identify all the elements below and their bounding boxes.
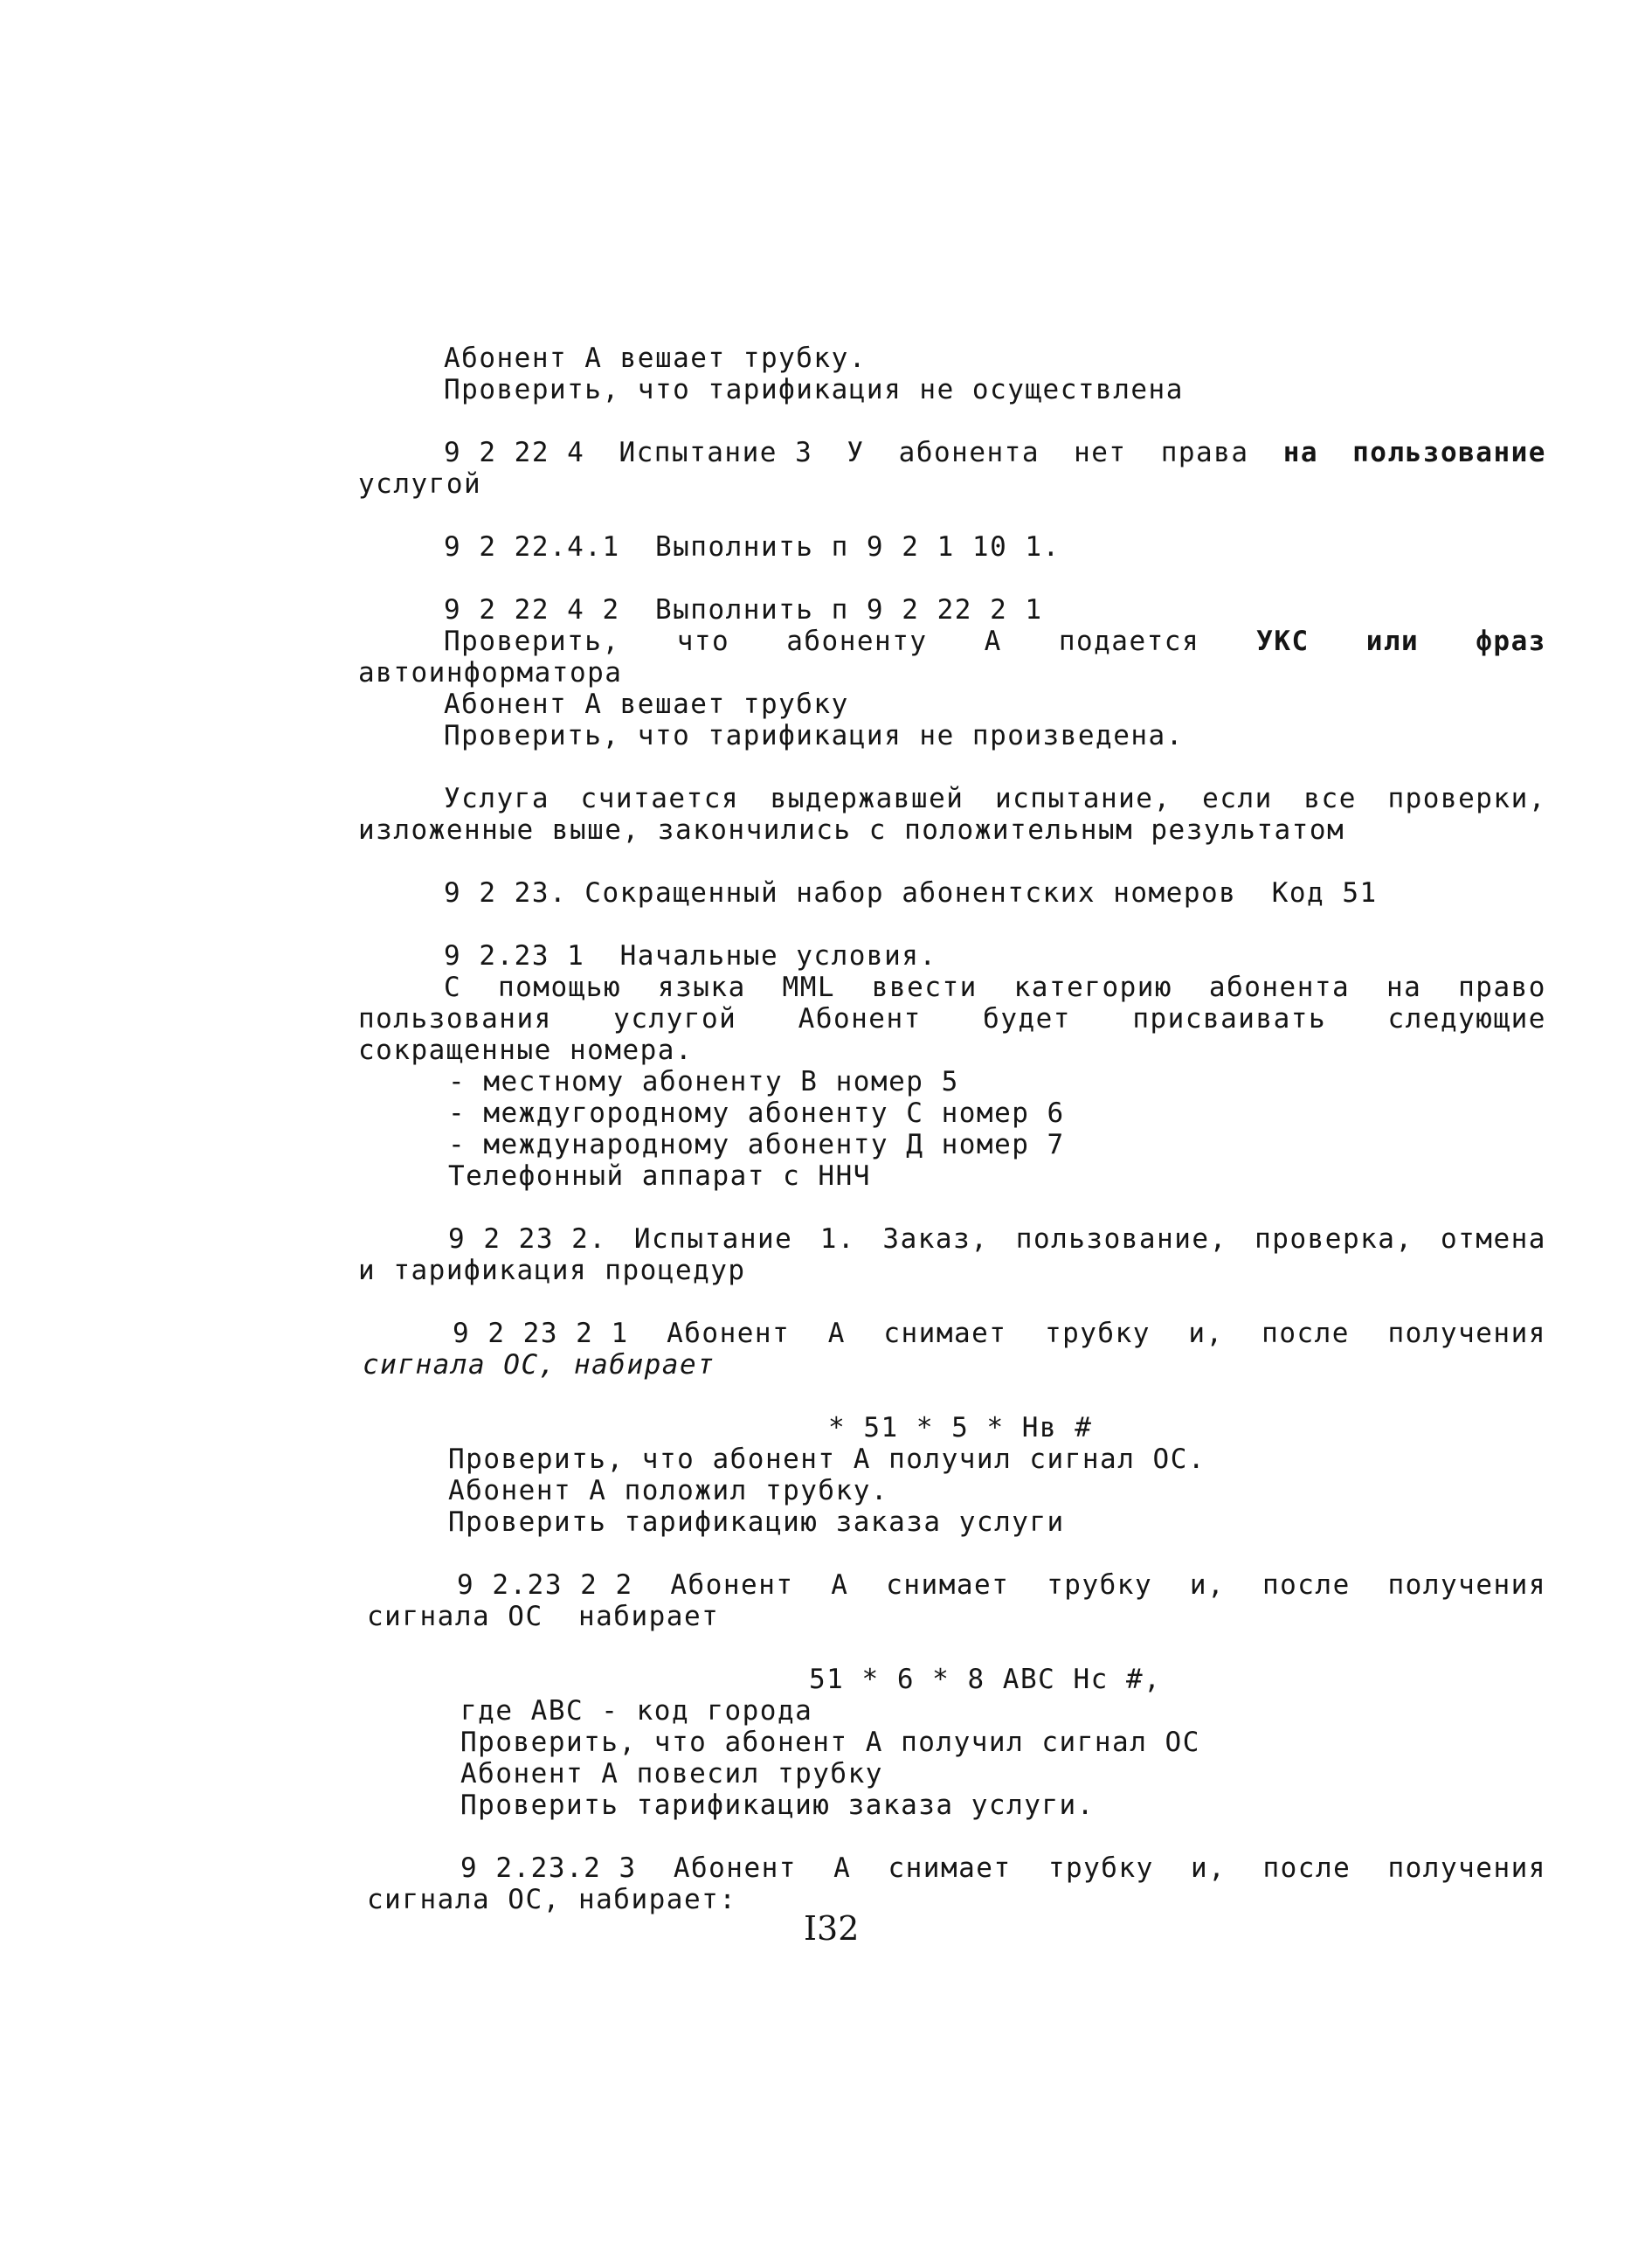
- word: что: [676, 626, 730, 657]
- word: 9 2.23 2 2: [457, 1569, 633, 1601]
- word: после: [1262, 1852, 1351, 1884]
- text-line: Проверить, что тарификация не произведена.: [444, 720, 1184, 751]
- word: пользования: [358, 1003, 552, 1035]
- word: присваивать: [1132, 1003, 1327, 1035]
- word: услугой: [613, 1003, 737, 1035]
- text-line: Проверить, что тарификация не осуществлена: [444, 374, 1184, 405]
- word: и,: [1190, 1852, 1227, 1884]
- word: будет: [983, 1003, 1071, 1035]
- dial-sequence: * 51 * 5 * Нв #: [828, 1412, 1093, 1443]
- text-line: сокращенные номера.: [358, 1035, 694, 1066]
- text-line: сигнала ОС набирает: [367, 1601, 720, 1632]
- word: на: [1386, 972, 1422, 1003]
- text-line: где АВС - код города: [460, 1695, 813, 1727]
- word: пользование,: [1015, 1223, 1227, 1255]
- justified-line: [444, 783, 1546, 814]
- word: фраз: [1476, 626, 1546, 657]
- word: А: [831, 1569, 849, 1601]
- word: получения: [1387, 1852, 1546, 1884]
- word: после: [1261, 1569, 1351, 1601]
- word: абоненту: [786, 626, 928, 657]
- word: или: [1365, 626, 1420, 657]
- word: А: [984, 626, 1002, 657]
- word: 9 2 23 2 1: [453, 1318, 629, 1349]
- word: Проверить,: [444, 626, 620, 657]
- word: Заказ,: [882, 1223, 989, 1255]
- text-line: Проверить, что абонент А получил сигнал ОС: [460, 1727, 1200, 1758]
- word: Абонент: [670, 1569, 794, 1601]
- page-number: I32: [804, 1909, 860, 1948]
- word: и,: [1188, 1318, 1224, 1349]
- word: Услуга: [444, 783, 550, 814]
- text-line: Телефонный аппарат с ННЧ: [448, 1160, 871, 1192]
- text-line: Проверить тарификацию заказа услуги: [448, 1506, 1065, 1538]
- text-line: 9 2 22.4.1 Выполнить п 9 2 1 10 1.: [444, 531, 1061, 563]
- word: категорию: [1013, 972, 1173, 1003]
- word: если: [1202, 783, 1273, 814]
- word: проверка,: [1255, 1223, 1414, 1255]
- text-line: Абонент А вешает трубку.: [444, 343, 867, 374]
- word: абонента: [898, 437, 1040, 468]
- text-line: и тарификация процедур: [358, 1255, 746, 1286]
- word: Абонент: [798, 1003, 922, 1035]
- word: подается: [1058, 626, 1200, 657]
- word: А: [827, 1318, 846, 1349]
- text-line: сигнала ОС, набирает: [363, 1349, 715, 1381]
- heading-9-2-22-4: [444, 437, 1546, 468]
- word: выдержавшей: [770, 783, 964, 814]
- word: получения: [1387, 1318, 1546, 1349]
- word: абонента: [1208, 972, 1351, 1003]
- justified-line: [444, 972, 1546, 1003]
- word: 9 2 23 2.: [448, 1223, 607, 1255]
- word: получения: [1387, 1569, 1546, 1601]
- word: на: [1282, 437, 1319, 468]
- word: помощью: [497, 972, 622, 1003]
- text-line: сигнала ОС, набирает:: [367, 1884, 737, 1915]
- text-line: автоинформатора: [358, 657, 623, 689]
- word: считается: [580, 783, 740, 814]
- word: трубку: [1047, 1852, 1154, 1884]
- word: Испытание: [633, 1223, 793, 1255]
- word: 9 2 22 4: [444, 437, 585, 468]
- word: УКС: [1256, 626, 1310, 657]
- word: пользование: [1352, 437, 1546, 468]
- word: языка: [657, 972, 746, 1003]
- text-line: Абонент А повесил трубку: [460, 1758, 883, 1790]
- text-line: Абонент А вешает трубку: [444, 689, 849, 720]
- word: все: [1303, 783, 1357, 814]
- word: Испытание 3: [619, 437, 813, 468]
- text-line: 9 2 22 4 2 Выполнить п 9 2 22 2 1: [444, 594, 1043, 626]
- text-line: Проверить, что абонент А получил сигнал ОС.: [448, 1443, 1206, 1475]
- word: 9 2.23.2 3: [460, 1852, 637, 1884]
- list-item: - местному абоненту В номер 5: [448, 1066, 959, 1097]
- word: Абонент: [667, 1318, 791, 1349]
- list-item: - междугородному абоненту С номер 6: [448, 1097, 1065, 1129]
- word: нет: [1074, 437, 1127, 468]
- word: ввести: [871, 972, 978, 1003]
- word: MML: [782, 972, 836, 1003]
- text-line: изложенные выше, закончились с положительным результатом: [358, 814, 1345, 846]
- word: Абонент: [673, 1852, 797, 1884]
- word: трубку: [1044, 1318, 1151, 1349]
- word: трубку: [1047, 1569, 1153, 1601]
- text-line: услугой: [358, 468, 482, 500]
- word: после: [1261, 1318, 1350, 1349]
- heading-9-2-23-1: 9 2.23 1 Начальные условия.: [444, 940, 937, 972]
- list-item: - международному абоненту Д номер 7: [448, 1129, 1065, 1160]
- word: снимает: [886, 1569, 1010, 1601]
- word: отмена: [1440, 1223, 1546, 1255]
- step-9-2-23-2-1: [453, 1318, 1546, 1349]
- word: А: [833, 1852, 852, 1884]
- word: право: [1458, 972, 1546, 1003]
- word: У: [847, 437, 865, 468]
- justified-line: [358, 1003, 1546, 1035]
- step-9-2-23-2-2: [457, 1569, 1546, 1601]
- word: С: [444, 972, 462, 1003]
- heading-9-2-23-2: [448, 1223, 1546, 1255]
- word: проверки,: [1387, 783, 1546, 814]
- word: снимает: [883, 1318, 1007, 1349]
- word: 1.: [819, 1223, 856, 1255]
- word: права: [1160, 437, 1249, 468]
- text-line: Проверить тарификацию заказа услуги.: [460, 1790, 1095, 1821]
- word: испытание,: [994, 783, 1172, 814]
- text-line: Абонент А положил трубку.: [448, 1475, 889, 1506]
- word: следующие: [1387, 1003, 1546, 1035]
- word: и,: [1189, 1569, 1226, 1601]
- justified-line: [444, 626, 1546, 657]
- dial-sequence: 51 * 6 * 8 АВС Нс #,: [809, 1664, 1162, 1695]
- heading-9-2-23: 9 2 23. Сокращенный набор абонентских номеров Код 51: [444, 877, 1378, 909]
- word: снимает: [888, 1852, 1012, 1884]
- step-9-2-23-2-3: [460, 1852, 1546, 1884]
